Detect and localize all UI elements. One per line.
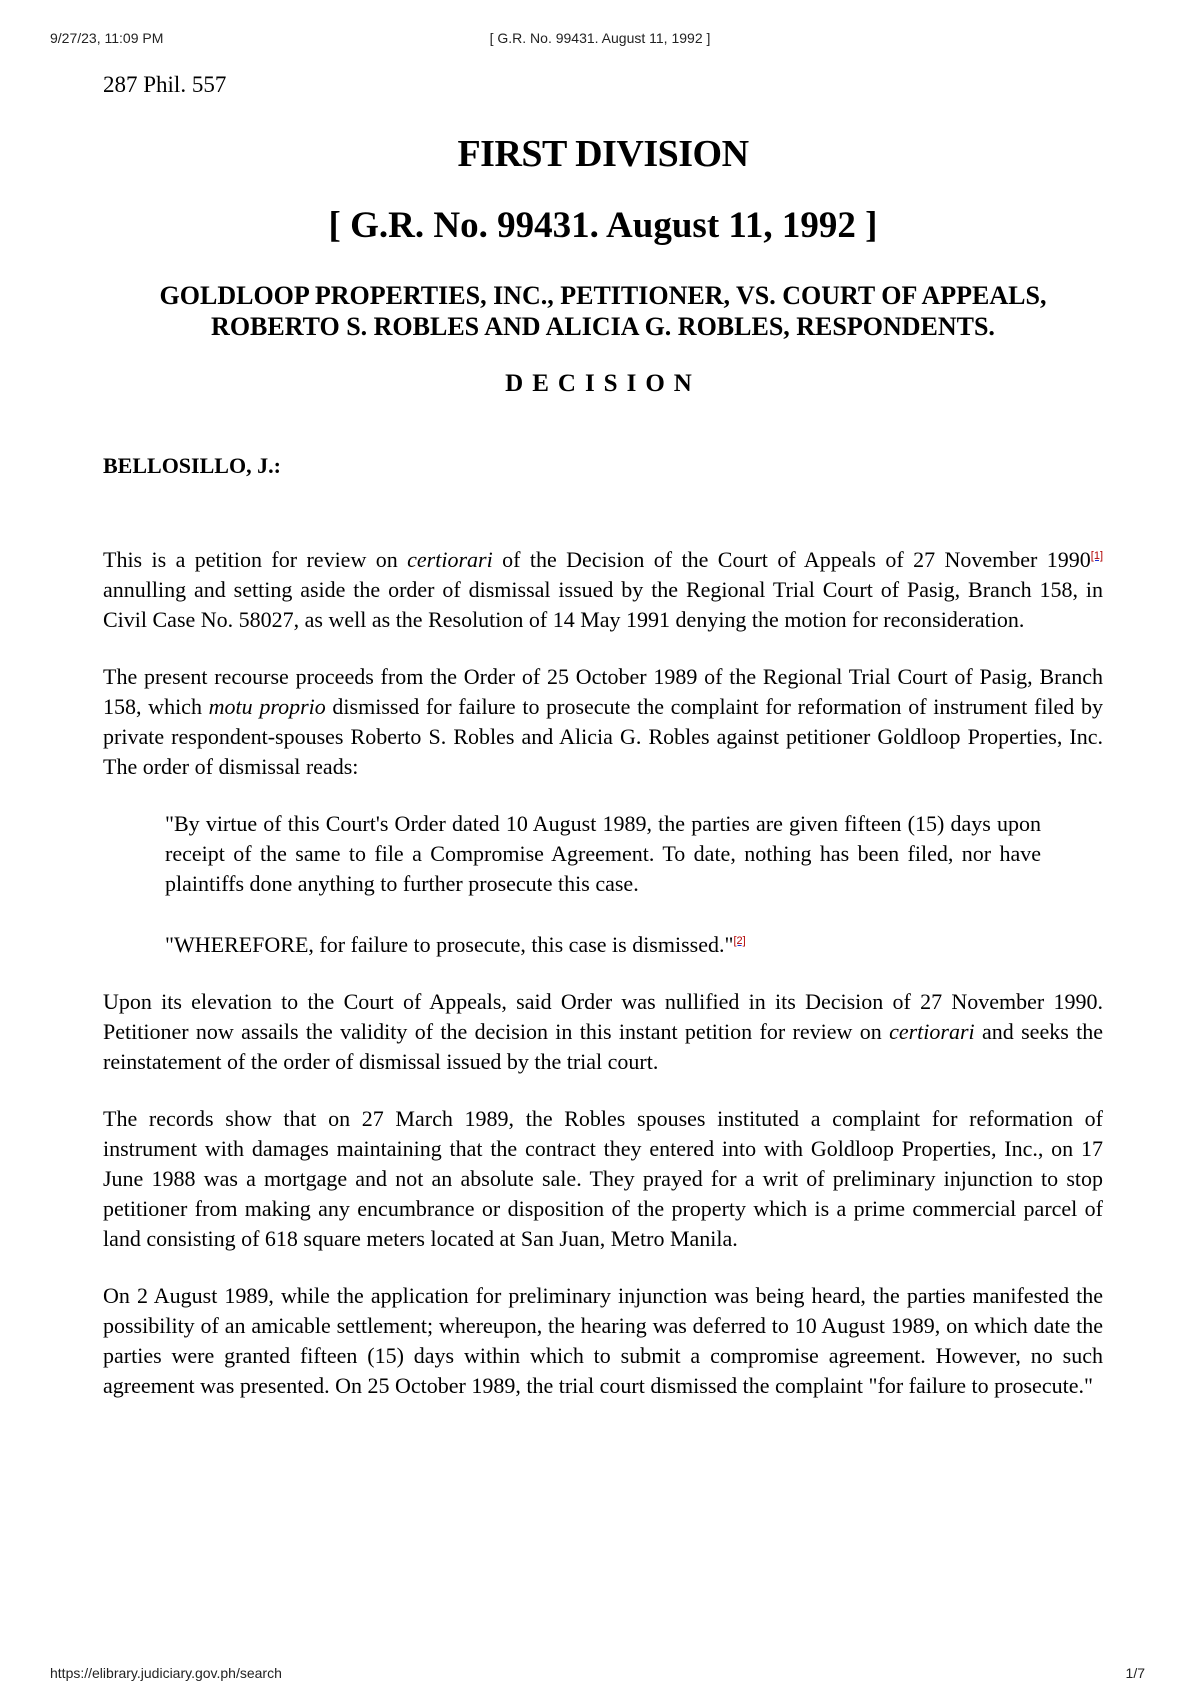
paragraph-4: The records show that on 27 March 1989, the Robles spouses instituted a complaint for reformation of instrument with damages maintaining that the contract they entered into with Goldloop Properties, Inc., on 17 June 1988 was a mortgage and not an absolute sale. They prayed for a writ of preliminary injunction to stop petitioner from making any encumbrance or disposition of the property which is a prime commercial parcel of land consisting of 618 square meters located at San Juan, Metro Manila. bbox=[103, 1106, 1103, 1251]
division-heading: FIRST DIVISION bbox=[457, 133, 749, 175]
document-body bbox=[103, 72, 1103, 1401]
decision-heading: DECISION bbox=[505, 370, 701, 397]
text-run: Upon its elevation to the Court of Appeals, said Order was nullified in its Decision of 27 November 1990. Petitioner now assails the validity of the decision in this instant petition for review on bbox=[103, 989, 1103, 1044]
case-number: [ G.R. No. 99431. August 11, 1992 ] bbox=[328, 205, 878, 246]
text-run: annulling and setting aside the order of dismissal issued by the Regional Trial Court of Pasig, Branch 158, in Civil Case No. 58027, as well as the Resolution of 14 May 1991 denying the motion for reconsideration. bbox=[103, 577, 1103, 632]
italic-term: motu proprio bbox=[208, 694, 326, 719]
text-run: "WHEREFORE, for failure to prosecute, this case is dismissed." bbox=[165, 932, 734, 957]
text-run: of the Decision of the Court of Appeals of 27 November 1990 bbox=[492, 547, 1091, 572]
citation: 287 Phil. 557 bbox=[103, 72, 227, 97]
print-doc-title: [ G.R. No. 99431. August 11, 1992 ] bbox=[489, 30, 711, 46]
paragraph-5: On 2 August 1989, while the application for preliminary injunction was being heard, the parties manifested the possibility of an amicable settlement; whereupon, the hearing was deferred to 10 August 1989, on which date the parties were granted fifteen (15) days within which to submit a compromise agreement. However, no such agreement was presented. On 25 October 1989, the trial court dismissed the complaint "for failure to prosecute." bbox=[103, 1283, 1103, 1398]
page-number: 1/7 bbox=[1125, 1665, 1145, 1681]
text-run: and seeks the reinstatement of the order of dismissal issued by the trial court. bbox=[103, 1019, 1103, 1074]
paragraph-2 bbox=[103, 662, 1103, 782]
quoted-dispositive bbox=[165, 926, 1041, 960]
source-url[interactable]: https://elibrary.judiciary.gov.ph/search bbox=[50, 1665, 282, 1681]
italic-term: certiorari bbox=[889, 1019, 975, 1044]
footnote-link-1[interactable]: [1] bbox=[1090, 550, 1103, 562]
paragraph-1 bbox=[103, 541, 1103, 635]
quoted-order: "By virtue of this Court's Order dated 10 August 1989, the parties are given fifteen (15) days upon receipt of the same to file a Compromise Agreement. To date, nothing has been filed, nor have plaintiffs done anything to further prosecute this case. bbox=[165, 811, 1041, 896]
text-run: This is a petition for review on bbox=[103, 547, 408, 572]
print-datetime: 9/27/23, 11:09 PM bbox=[50, 30, 164, 46]
text-run: The present recourse proceeds from the Order of 25 October 1989 of the Regional Trial Court of Pasig, Branch 158, which bbox=[103, 664, 1103, 719]
paragraph-3 bbox=[103, 987, 1103, 1077]
ponente: BELLOSILLO, J.: bbox=[103, 453, 281, 478]
text-run: dismissed for failure to prosecute the complaint for reformation of instrument filed by private respondent-spouses Roberto S. Robles and Alicia G. Robles against petitioner Goldloop Properties, Inc. The order of dismissal reads: bbox=[103, 694, 1103, 779]
footnote-link-2[interactable]: [2] bbox=[733, 935, 746, 947]
case-parties: GOLDLOOP PROPERTIES, INC., PETITIONER, VS. COURT OF APPEALS, ROBERTO S. ROBLES AND ALICIA G. ROBLES, RESPONDENTS. bbox=[159, 281, 1047, 341]
italic-term: certiorari bbox=[407, 547, 493, 572]
